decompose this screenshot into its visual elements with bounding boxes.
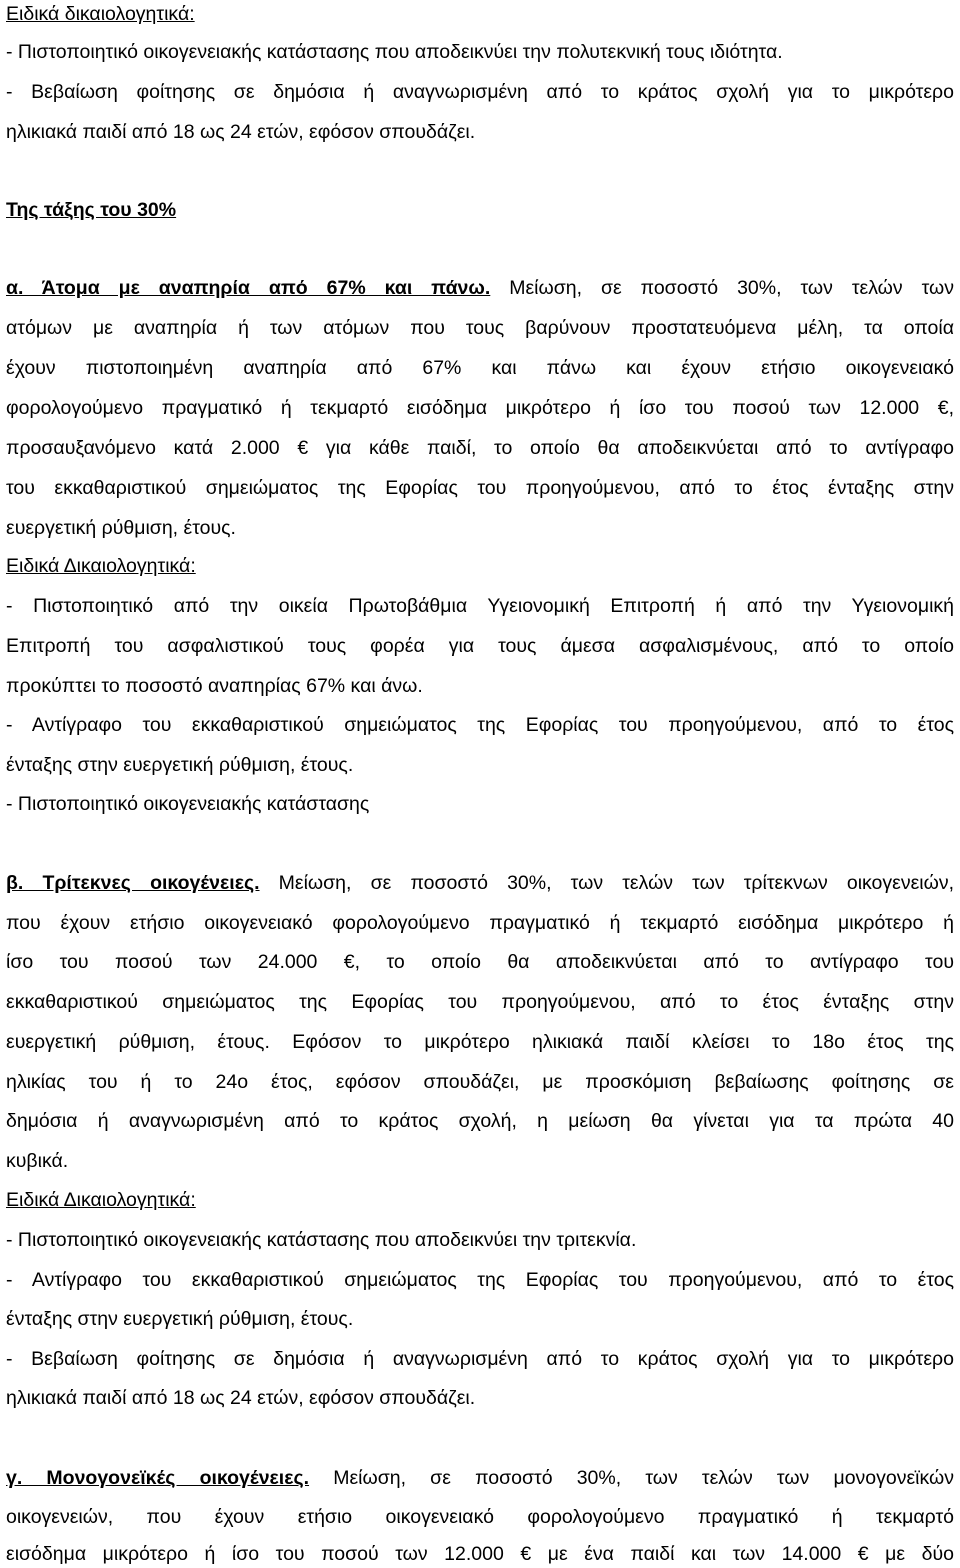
doc-line: ηλικιακά παιδί από 18 ως 24 ετών, εφόσον σπουδάζει. [6, 121, 476, 143]
paragraph-c-line [6, 1466, 954, 1490]
paragraph-c-text: Μείωση, σε ποσοστό 30%, των τελών των μονογονεϊκών [309, 1467, 954, 1489]
doc-line: - Βεβαίωση φοίτησης σε δημόσια ή αναγνωρισμένη από το κράτος σχολή για το μικρότερο [6, 81, 954, 103]
special-docs-heading: Ειδικά δικαιολογητικά: [6, 3, 195, 25]
paragraph-b-heading: β. Τρίτεκνες οικογένειες. [6, 872, 260, 894]
paragraph-b-line: κυβικά. [6, 1150, 69, 1172]
paragraph-b-line: που έχουν ετήσιο οικογενειακό φορολογούμενο πραγματικό ή τεκμαρτό εισόδημα μικρότερο ή [6, 912, 954, 934]
doc-line: - Πιστοποιητικό οικογενειακής κατάστασης [6, 793, 370, 815]
paragraph-a-line: ατόμων με αναπηρία ή των ατόμων που τους βαρύνουν προστατευόμενα μέλη, τα οποία [6, 317, 954, 339]
paragraph-a-line: του εκκαθαριστικού σημειώματος της Εφορίας του προηγούμενου, από το έτος ένταξης στην [6, 477, 954, 499]
doc-line: - Πιστοποιητικό οικογενειακής κατάστασης που αποδεικνύει την πολυτεκνική τους ιδιότητα. [6, 41, 783, 63]
doc-line: ένταξης στην ευεργετική ρύθμιση, έτους. [6, 754, 354, 776]
paragraph-c-heading: γ. Μονογονεϊκές οικογένειες. [6, 1467, 310, 1489]
paragraph-b-line: ίσο του ποσού των 24.000 €, το οποίο θα αποδεικνύεται από το αντίγραφο του [6, 951, 954, 973]
paragraph-b-line: εκκαθαριστικού σημειώματος της Εφορίας του προηγούμενου, από το έτος ένταξης στην [6, 991, 954, 1013]
paragraph-a-line: έχουν πιστοποιημένη αναπηρία από 67% και πάνω και έχουν ετήσιο οικογενειακό [6, 357, 954, 379]
paragraph-b-line: ευεργετική ρύθμιση, έτους. Εφόσον το μικρότερο ηλικιακά παιδί κλείσει το 18ο έτος της [6, 1031, 954, 1053]
doc-line: ηλικιακά παιδί από 18 ως 24 ετών, εφόσον σπουδάζει. [6, 1387, 476, 1409]
doc-line: - Πιστοποιητικό από την οικεία Πρωτοβάθμια Υγειονομική Επιτροπή ή από την Υγειονομική [6, 595, 954, 617]
doc-line: - Αντίγραφο του εκκαθαριστικού σημειώματος της Εφορίας του προηγούμενου, από το έτος [6, 1269, 954, 1291]
paragraph-a-text: Μείωση, σε ποσοστό 30%, των τελών των [490, 277, 954, 299]
doc-line: ένταξης στην ευεργετική ρύθμιση, έτους. [6, 1308, 354, 1330]
special-docs-heading: Ειδικά Δικαιολογητικά: [6, 555, 196, 577]
doc-line: Επιτροπή του ασφαλιστικού τους φορέα για τους άμεσα ασφαλισμένους, από το οποίο [6, 635, 954, 657]
paragraph-b-line: δημόσια ή αναγνωρισμένη από το κράτος σχολή, η μείωση θα γίνεται για τα πρώτα 40 [6, 1110, 954, 1132]
doc-line: - Βεβαίωση φοίτησης σε δημόσια ή αναγνωρισμένη από το κράτος σχολή για το μικρότερο [6, 1348, 954, 1370]
paragraph-c-line: εισόδημα μικρότερο ή ίσο του ποσού των 12.000 € με ένα παιδί και των 14.000 € με δύο [6, 1543, 954, 1565]
doc-line: - Πιστοποιητικό οικογενειακής κατάστασης που αποδεικνύει την τριτεκνία. [6, 1229, 637, 1251]
section-heading: Της τάξης του 30% [6, 199, 177, 221]
paragraph-a-line: φορολογούμενο πραγματικό ή τεκμαρτό εισόδημα μικρότερο ή ίσο του ποσού των 12.000 €, [6, 397, 954, 419]
paragraph-b-line [6, 871, 954, 895]
doc-line: - Αντίγραφο του εκκαθαριστικού σημειώματος της Εφορίας του προηγούμενου, από το έτος [6, 714, 954, 736]
paragraph-a-line [6, 276, 954, 300]
special-docs-heading: Ειδικά Δικαιολογητικά: [6, 1189, 196, 1211]
paragraph-b-text: Μείωση, σε ποσοστό 30%, των τελών των τρίτεκνων οικογενειών, [259, 872, 955, 894]
paragraph-c-line: οικογενειών, που έχουν ετήσιο οικογενειακό φορολογούμενο πραγματικό ή τεκμαρτό [6, 1506, 954, 1528]
paragraph-a-heading: α. Άτομα με αναπηρία από 67% και πάνω. [6, 277, 491, 299]
paragraph-a-line: προσαυξανόμενο κατά 2.000 € για κάθε παιδί, το οποίο θα αποδεικνύεται από το αντίγραφο [6, 437, 954, 459]
paragraph-a-line: ευεργετική ρύθμιση, έτους. [6, 517, 236, 539]
doc-line: προκύπτει το ποσοστό αναπηρίας 67% και άνω. [6, 675, 423, 697]
paragraph-b-line: ηλικίας του ή το 24ο έτος, εφόσον σπουδάζει, με προσκόμιση βεβαίωσης φοίτησης σε [6, 1071, 954, 1093]
